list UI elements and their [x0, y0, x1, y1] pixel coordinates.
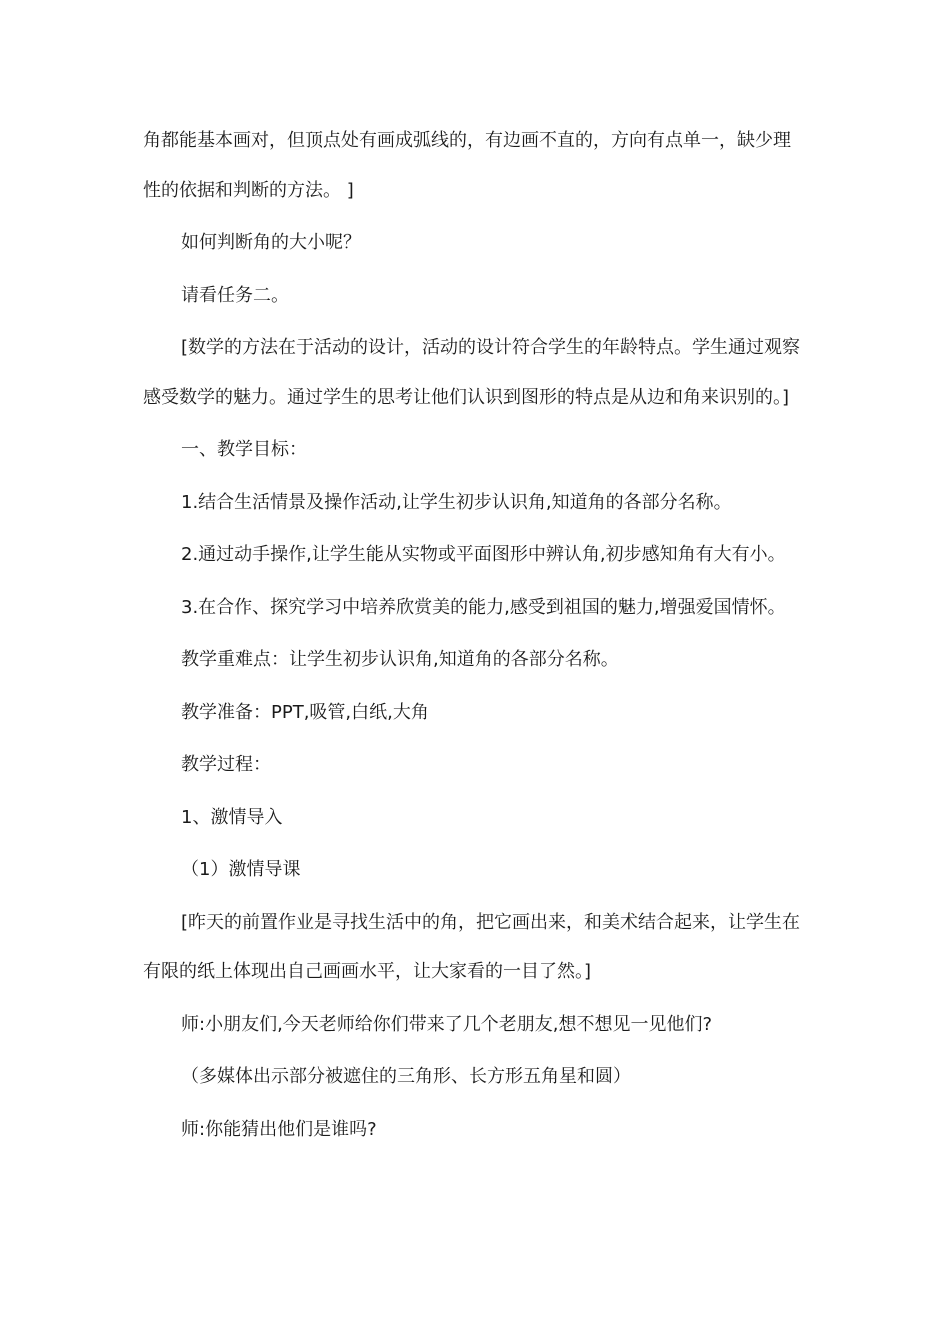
paragraph-preparation: 教学准备：PPT,吸管,白纸,大角 [181, 701, 429, 723]
paragraph-teacher-line-1: 师:小朋友们,今天老师给你们带来了几个老朋友,想不想见一见他们? [181, 1013, 713, 1035]
goal-item-2: 2.通过动手操作,让学生能从实物或平面图形中辨认角,初步感知角有大有小。 [181, 544, 786, 565]
heading-substep-1: （1）激情导课 [181, 859, 301, 880]
document-body [143, 116, 808, 1157]
paragraph-continuation: 角都能基本画对，但顶点处有画成弧线的，有边画不直的，方向有点单一，缺少理性的依据和判断的方法。 ] [143, 130, 791, 201]
paragraph-method-note: [数学的方法在于活动的设计，活动的设计符合学生的年龄特点。学生通过观察感受数学的魅力。通过学生的思考让他们认识到图形的特点是从边和角来识别的。] [143, 337, 801, 408]
paragraph-teacher-line-2: 师:你能猜出他们是谁吗? [181, 1118, 377, 1140]
heading-teaching-process: 教学过程： [181, 754, 271, 775]
paragraph-media-note: （多媒体出示部分被遮住的三角形、长方形五角星和圆） [181, 1066, 631, 1087]
goal-item-1: 1.结合生活情景及操作活动,让学生初步认识角,知道角的各部分名称。 [181, 491, 732, 513]
goal-item-3: 3.在合作、探究学习中培养欣赏美的能力,感受到祖国的魅力,增强爱国情怀。 [181, 596, 786, 618]
paragraph-task-two: 请看任务二。 [181, 284, 289, 306]
heading-teaching-goals: 一、教学目标： [181, 439, 307, 460]
paragraph-question: 如何判断角的大小呢？ [181, 232, 361, 253]
paragraph-key-points: 教学重难点：让学生初步认识角,知道角的各部分名称。 [181, 649, 619, 670]
paragraph-homework-note: [昨天的前置作业是寻找生活中的角，把它画出来，和美术结合起来，让学生在有限的纸上体现出自己画画水平，让大家看的一目了然。] [143, 911, 801, 982]
heading-step-1: 1、激情导入 [181, 806, 283, 828]
